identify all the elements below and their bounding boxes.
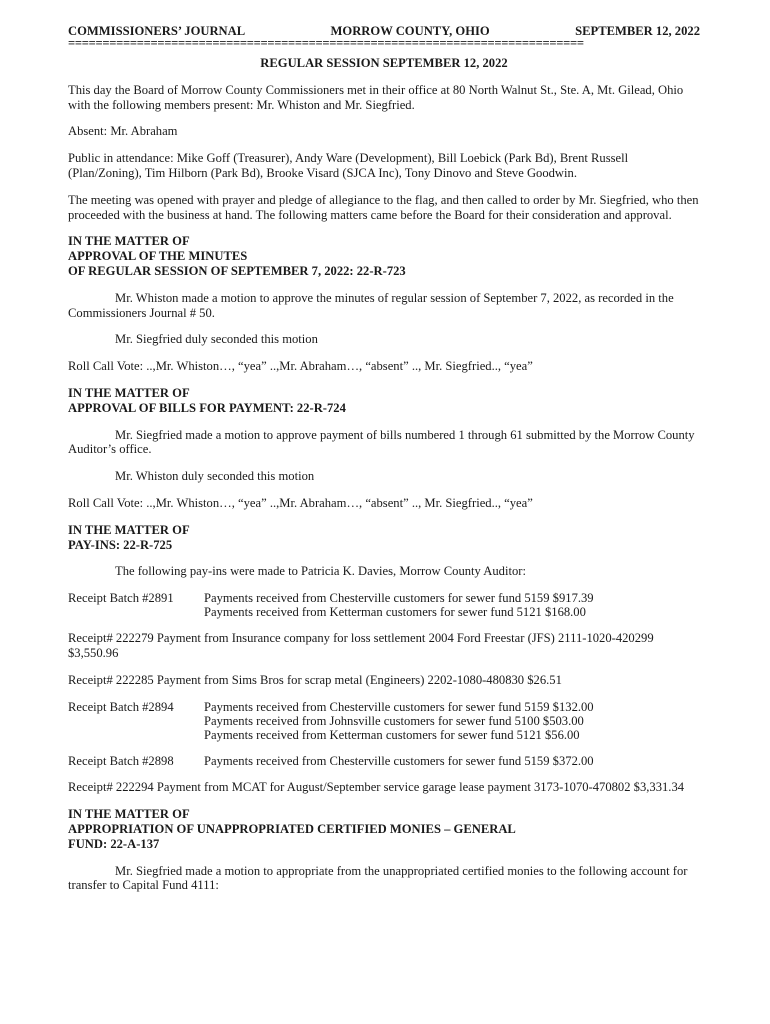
receipt-batch-2891	[68, 591, 700, 619]
members-absent: Absent: Mr. Abraham	[68, 124, 178, 139]
receipt-batch-label: Receipt Batch #2898	[68, 753, 174, 768]
receipt-line: Payments received from Chesterville customers for sewer fund 5159 $132.00	[204, 699, 594, 714]
receipt-batch-lines	[204, 591, 700, 619]
header-county: MORROW COUNTY, OHIO	[330, 24, 490, 38]
payins-intro: The following pay-ins were made to Patricia K. Davies, Morrow County Auditor:	[115, 564, 526, 579]
bills-motion: Mr. Siegfried made a motion to approve payment of bills numbered 1 through 61 submitted by the Morrow County Auditor’s office.	[68, 427, 695, 457]
page-header	[68, 24, 700, 38]
receipt-222285: Receipt# 222285 Payment from Sims Bros for scrap metal (Engineers) 2202-1080-480830 $26.51	[68, 672, 562, 687]
bills-second: Mr. Whiston duly seconded this motion	[115, 469, 315, 484]
receipt-batch-2898	[68, 754, 700, 769]
meeting-opening: The meeting was opened with prayer and pledge of allegiance to the flag, and then called to order by Mr. Siegfried, who then proceeded with the business at hand. The following matters came before the Board for their consideration and approval.	[68, 192, 699, 222]
bills-heading: IN THE MATTER OF APPROVAL OF BILLS FOR PAYMENT: 22-R-724	[68, 385, 346, 415]
receipt-line: Payments received from Ketterman customers for sewer fund 5121 $168.00	[204, 605, 586, 620]
receipt-line: Payments received from Chesterville customers for sewer fund 5159 $372.00	[204, 753, 594, 768]
minutes-heading: IN THE MATTER OF APPROVAL OF THE MINUTES OF REGULAR SESSION OF SEPTEMBER 7, 2022: 22-R-723	[68, 234, 406, 278]
receipt-line: Payments received from Ketterman customers for sewer fund 5121 $56.00	[204, 727, 580, 742]
receipt-batch-label: Receipt Batch #2894	[68, 699, 174, 714]
header-rule: ===========================================================================	[68, 38, 584, 48]
receipt-222294: Receipt# 222294 Payment from MCAT for August/September service garage lease payment 3173-1070-470802 $3,331.34	[68, 780, 685, 795]
header-journal-name: COMMISSIONERS’ JOURNAL	[68, 24, 246, 38]
receipt-222279: Receipt# 222279 Payment from Insurance company for loss settlement 2004 Ford Freestar (JFS) 2111-1020-420299 $3,550.96	[68, 631, 654, 660]
receipt-batch-label: Receipt Batch #2891	[68, 591, 174, 606]
appropriation-heading: IN THE MATTER OF APPROPRIATION OF UNAPPROPRIATED CERTIFIED MONIES – GENERAL FUND: 22-A-137	[68, 807, 516, 851]
receipt-batch-lines	[204, 754, 700, 769]
receipt-batch-2894	[68, 700, 700, 742]
header-date: SEPTEMBER 12, 2022	[575, 24, 700, 38]
session-title: REGULAR SESSION SEPTEMBER 12, 2022	[260, 56, 508, 70]
minutes-roll-call: Roll Call Vote: ..,Mr. Whiston…, “yea” ..,Mr. Abraham…, “absent” .., Mr. Siegfried.., “yea”	[68, 359, 533, 374]
public-attendance: Public in attendance: Mike Goff (Treasurer), Andy Ware (Development), Bill Loebick (Park Bd), Brent Russell (Plan/Zoning), Tim Hilborn (Park Bd), Brooke Visard (SJCA Inc), Tony Dinovo and Steve Goodwin.	[68, 151, 629, 180]
receipt-batch-lines	[204, 700, 700, 742]
bills-roll-call: Roll Call Vote: ..,Mr. Whiston…, “yea” ..,Mr. Abraham…, “absent” .., Mr. Siegfried.., “yea”	[68, 495, 533, 510]
receipt-line: Payments received from Chesterville customers for sewer fund 5159 $917.39	[204, 591, 594, 606]
members-present: This day the Board of Morrow County Commissioners met in their office at 80 North Walnut St., Ste. A, Mt. Gilead, Ohio with the following members present: Mr. Whiston and Mr. Siegfried.	[68, 82, 684, 112]
minutes-motion: Mr. Whiston made a motion to approve the minutes of regular session of September 7, 2022, as recorded in the Commissioners Journal # 50.	[68, 290, 674, 320]
receipt-line: Payments received from Johnsville customers for sewer fund 5100 $503.00	[204, 713, 584, 728]
minutes-second: Mr. Siegfried duly seconded this motion	[115, 332, 318, 347]
appropriation-motion: Mr. Siegfried made a motion to appropriate from the unappropriated certified monies to the following account for transfer to Capital Fund 4111:	[68, 863, 688, 893]
payins-heading: IN THE MATTER OF PAY-INS: 22-R-725	[68, 522, 190, 552]
